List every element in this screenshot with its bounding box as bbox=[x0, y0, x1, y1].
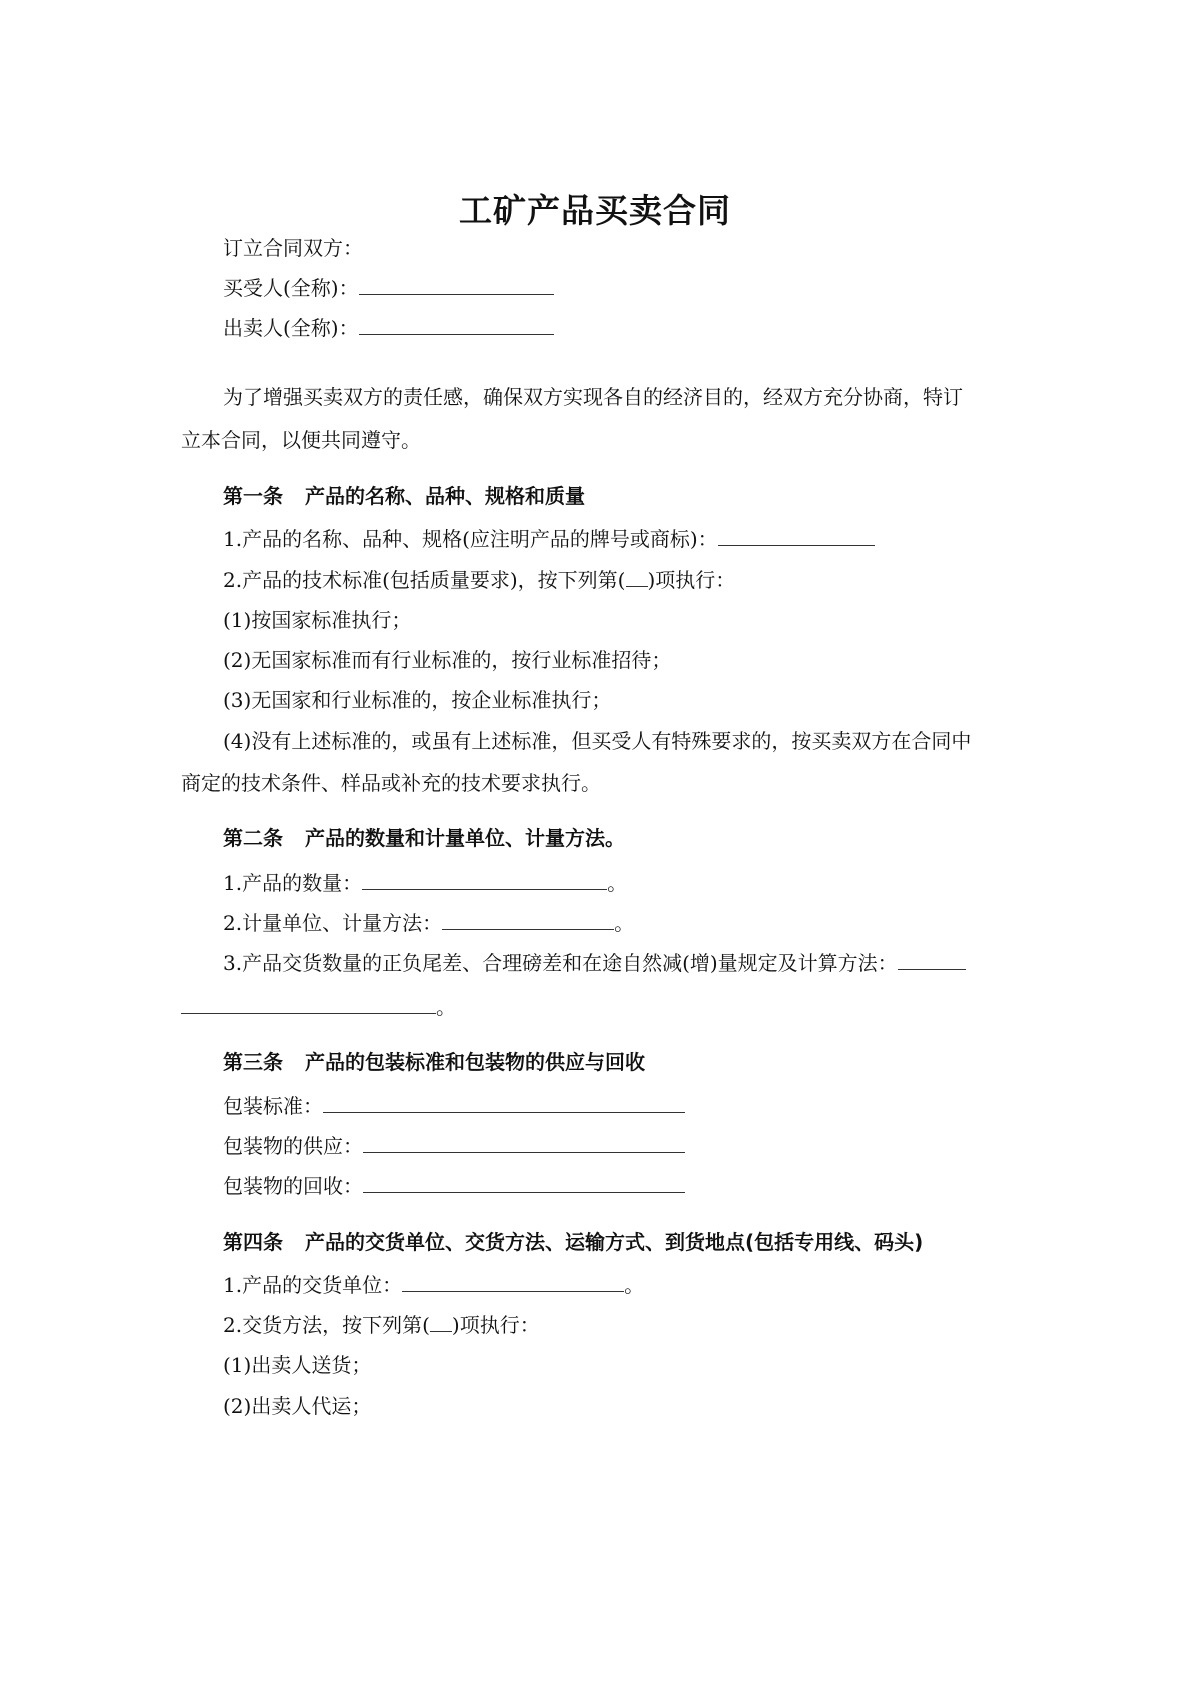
article-3-label: 第三条 bbox=[223, 1050, 283, 1074]
article-3-heading bbox=[223, 1047, 645, 1077]
article-3-item-3 bbox=[223, 1171, 685, 1201]
packaging-return-blank[interactable] bbox=[363, 1172, 685, 1193]
article-1-label: 第一条 bbox=[223, 484, 283, 508]
delivery-option-blank[interactable] bbox=[430, 1311, 452, 1332]
article-2-item-1-end: 。 bbox=[607, 871, 628, 895]
packaging-supply-label: 包装物的供应： bbox=[223, 1134, 363, 1158]
article-1-title: 产品的名称、品种、规格和质量 bbox=[305, 484, 585, 508]
article-2-label: 第二条 bbox=[223, 826, 283, 850]
article-1-option-4-line-2: 商定的技术条件、样品或补充的技术要求执行。 bbox=[181, 771, 601, 795]
article-4-option-2: (2)出卖人代运； bbox=[223, 1394, 372, 1418]
article-4-label: 第四条 bbox=[223, 1230, 283, 1254]
article-1-heading bbox=[223, 481, 585, 511]
tolerance-blank-2[interactable] bbox=[181, 993, 436, 1014]
article-2-item-3-text: 3.产品交货数量的正负尾差、合理磅差和在途自然减(增)量规定及计算方法： bbox=[223, 951, 898, 975]
article-3-item-2 bbox=[223, 1131, 685, 1161]
article-1-option-2: (2)无国家标准而有行业标准的，按行业标准招待； bbox=[223, 648, 672, 672]
parties-intro: 订立合同双方： bbox=[223, 236, 363, 260]
preamble-line-2: 立本合同，以便共同遵守。 bbox=[181, 428, 421, 452]
article-4-option-1: (1)出卖人送货； bbox=[223, 1353, 372, 1377]
seller-blank[interactable] bbox=[359, 314, 554, 335]
article-1-item-2-pre: 2.产品的技术标准(包括质量要求)，按下列第( bbox=[223, 568, 626, 592]
delivery-unit-blank[interactable] bbox=[402, 1271, 624, 1292]
document-title: 工矿产品买卖合同 bbox=[459, 191, 731, 230]
article-4-item-2 bbox=[223, 1310, 540, 1340]
packaging-return-label: 包装物的回收： bbox=[223, 1174, 363, 1198]
article-4-heading bbox=[223, 1227, 923, 1257]
preamble-line-1: 为了增强买卖双方的责任感，确保双方实现各自的经济目的，经双方充分协商，特订 bbox=[223, 385, 963, 409]
buyer-field bbox=[223, 273, 554, 303]
article-3-item-1 bbox=[223, 1091, 685, 1121]
measurement-blank[interactable] bbox=[442, 909, 614, 930]
buyer-blank[interactable] bbox=[359, 274, 554, 295]
standard-option-blank[interactable] bbox=[626, 566, 648, 587]
article-1-item-1-text: 1.产品的名称、品种、规格(应注明产品的牌号或商标)： bbox=[223, 527, 718, 551]
article-4-item-1-text: 1.产品的交货单位： bbox=[223, 1273, 403, 1297]
article-1-option-1: (1)按国家标准执行； bbox=[223, 608, 412, 632]
seller-label: 出卖人(全称)： bbox=[223, 316, 359, 340]
article-1-option-4-line-1: (4)没有上述标准的，或虽有上述标准，但买受人有特殊要求的，按买卖双方在合同中 bbox=[223, 729, 972, 753]
article-4-title: 产品的交货单位、交货方法、运输方式、到货地点(包括专用线、码头) bbox=[305, 1230, 924, 1254]
article-2-heading bbox=[223, 823, 625, 853]
article-2-item-3 bbox=[223, 948, 966, 978]
packaging-standard-label: 包装标准： bbox=[223, 1094, 323, 1118]
article-2-item-2-end: 。 bbox=[614, 911, 635, 935]
article-4-item-2-pre: 2.交货方法，按下列第( bbox=[223, 1313, 430, 1337]
article-2-item-2-text: 2.计量单位、计量方法： bbox=[223, 911, 443, 935]
packaging-supply-blank[interactable] bbox=[363, 1132, 685, 1153]
article-2-title: 产品的数量和计量单位、计量方法。 bbox=[305, 826, 625, 850]
article-2-item-1 bbox=[223, 868, 627, 898]
article-4-item-1-end: 。 bbox=[624, 1273, 645, 1297]
article-4-item-2-post: )项执行： bbox=[451, 1313, 540, 1337]
article-2-item-2 bbox=[223, 908, 634, 938]
product-name-blank[interactable] bbox=[718, 525, 875, 546]
article-1-item-2-post: )项执行： bbox=[647, 568, 736, 592]
quantity-blank[interactable] bbox=[362, 869, 607, 890]
article-1-item-2 bbox=[223, 565, 735, 595]
article-3-title: 产品的包装标准和包装物的供应与回收 bbox=[305, 1050, 645, 1074]
seller-field bbox=[223, 313, 554, 343]
article-1-item-1 bbox=[223, 524, 875, 554]
buyer-label: 买受人(全称)： bbox=[223, 276, 359, 300]
packaging-standard-blank[interactable] bbox=[323, 1092, 685, 1113]
article-1-option-3: (3)无国家和行业标准的，按企业标准执行； bbox=[223, 688, 612, 712]
article-2-item-3-end: 。 bbox=[436, 995, 456, 1019]
article-2-item-1-text: 1.产品的数量： bbox=[223, 871, 363, 895]
tolerance-blank-1[interactable] bbox=[898, 949, 966, 970]
article-4-item-1 bbox=[223, 1270, 644, 1300]
article-2-item-3-cont bbox=[181, 992, 456, 1022]
